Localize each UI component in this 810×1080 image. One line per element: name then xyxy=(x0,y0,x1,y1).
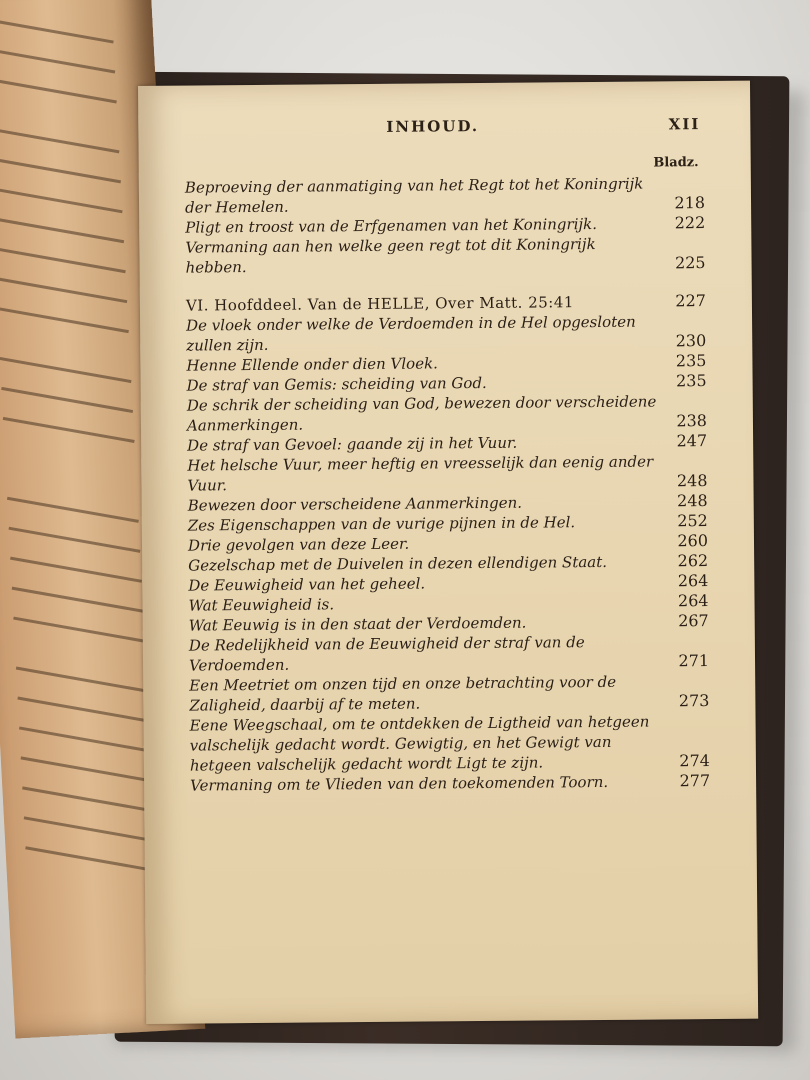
page-header xyxy=(138,115,750,136)
toc-entry-page: 230 xyxy=(675,331,707,351)
toc-entry xyxy=(186,311,706,356)
toc-section xyxy=(186,291,710,796)
toc-entry xyxy=(187,391,707,436)
toc-entry-text: Vermaning om te Vlieden van den toekomenden Toorn. xyxy=(190,772,609,795)
page-number: XII xyxy=(668,115,701,134)
toc-entry-text: Pligt en troost van de Erfgenamen van het Koningrijk. xyxy=(185,215,598,237)
toc-entry-page: 264 xyxy=(677,571,709,591)
toc-entry-page: 252 xyxy=(677,511,708,531)
toc-entry-page: 235 xyxy=(675,371,707,391)
toc-entry-page: 247 xyxy=(676,431,708,451)
toc-entry-text: De straf van Gevoel: gaande zij in het Vuur. xyxy=(187,433,518,455)
toc-entry-text: De schrik der scheiding van God, bewezen door verscheidene Aanmerkingen. xyxy=(186,392,657,435)
toc-entry-text: Gezelschap met de Duivelen in dezen ellendigen Staat. xyxy=(188,552,608,575)
table-of-contents xyxy=(185,173,711,814)
toc-entry-page: 274 xyxy=(679,751,710,771)
toc-entry-text: Henne Ellende onder dien Vloek. xyxy=(186,354,438,375)
toc-entry xyxy=(185,233,705,278)
toc-entry-page: 248 xyxy=(677,491,708,511)
toc-entry-text: De vloek onder welke de Verdoemden in de Hel opgesloten zullen zijn. xyxy=(186,312,636,355)
toc-entry-page: 225 xyxy=(674,253,706,273)
toc-entry-text: Eene Weegschaal, om te ontdekken de Ligtheid van hetgeen valschelijk gedacht wordt. Gewigtig, en het Gewigt van hetgeen valschelijk gedacht wordt Ligt te zijn. xyxy=(189,712,650,775)
toc-entry-page: 235 xyxy=(675,351,707,371)
toc-entry-text: Een Meetriet om onzen tijd en onze betrachting voor de Zaligheid, daarbij af te meten. xyxy=(189,672,617,715)
toc-entry-page: 218 xyxy=(674,193,706,213)
toc-entry-text: Drie gevolgen van deze Leer. xyxy=(187,534,410,555)
toc-entry-page: 262 xyxy=(677,551,709,571)
toc-entry-page: 271 xyxy=(678,651,710,671)
toc-entry-text: De Redelijkheid van de Eeuwigheid der straf van de Verdoemden. xyxy=(188,633,585,675)
toc-entry-text: De Eeuwigheid van het geheel. xyxy=(188,574,426,595)
toc-entry xyxy=(189,671,709,716)
toc-entry-page: 238 xyxy=(676,411,708,431)
toc-entry-page: 248 xyxy=(676,471,708,491)
toc-section xyxy=(185,173,706,278)
toc-entry xyxy=(190,771,710,796)
toc-entry-page: 277 xyxy=(679,771,711,791)
contents-page xyxy=(138,81,758,1024)
toc-entry-page: 260 xyxy=(677,531,709,551)
toc-entry xyxy=(185,173,705,218)
toc-entry-text: VI. Hoofddeel. Van de HELLE, Over Matt. 25:41 xyxy=(185,293,574,315)
toc-entry-text: Beproeving der aanmatiging van het Regt tot het Koningrijk der Hemelen. xyxy=(184,174,644,217)
page-column-label: Bladz. xyxy=(653,155,699,171)
toc-entry-text: Bewezen door verscheidene Aanmerkingen. xyxy=(187,493,523,515)
page-title: INHOUD. xyxy=(386,117,480,136)
toc-entry-text: Vermaning aan hen welke geen regt tot dit Koningrijk hebben. xyxy=(185,235,596,277)
toc-entry xyxy=(189,631,709,676)
toc-entry-text: Zes Eigenschappen van de vurige pijnen in de Hel. xyxy=(187,513,576,535)
toc-entry xyxy=(189,711,710,776)
toc-entry-page: 222 xyxy=(674,213,706,233)
toc-entry-page: 267 xyxy=(678,611,709,631)
toc-entry-text: Wat Eeuwig is in den staat der Verdoemden. xyxy=(188,613,527,635)
toc-entry-page: 264 xyxy=(677,591,709,611)
toc-entry-text: De straf van Gemis: scheiding van God. xyxy=(186,373,487,395)
toc-entry-text: Wat Eeuwigheid is. xyxy=(188,595,335,615)
toc-entry xyxy=(187,451,707,496)
toc-entry-page: 273 xyxy=(678,691,710,711)
toc-entry-page: 227 xyxy=(675,291,706,311)
toc-entry-text: Het helsche Vuur, meer heftig en vreesselijk dan eenig ander Vuur. xyxy=(187,452,654,495)
